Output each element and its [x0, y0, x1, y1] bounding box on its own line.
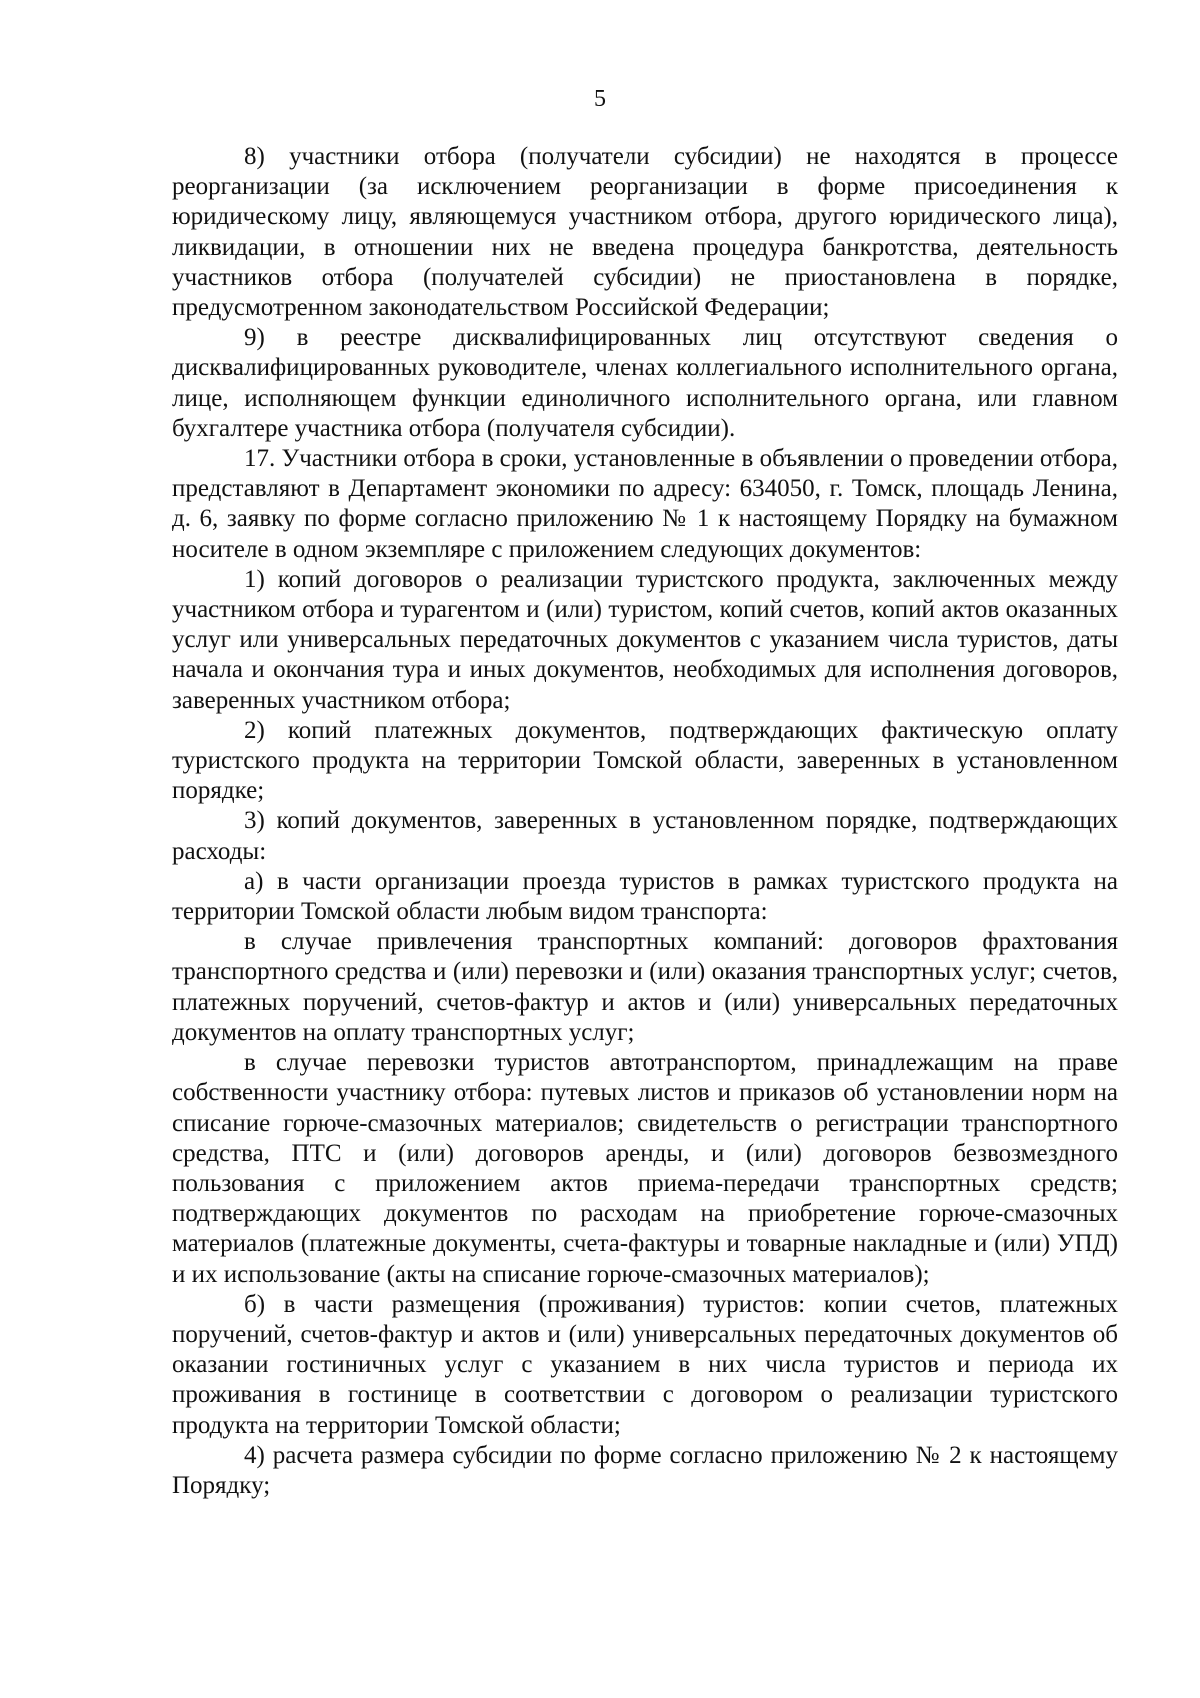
paragraph-item-9-disqualified-registry: 9) в реестре дисквалифицированных лиц отсутствуют сведения о дисквалифицированных руководителе, членах коллегиального исполнительного органа, лице, исполняющем функции единоличного исполнительного органа, или главном бухгалтере участника отбора (получателя субсидии).	[172, 324, 1118, 442]
paragraph-transport-companies: в случае привлечения транспортных компаний: договоров фрахтования транспортного средства и (или) перевозки и (или) оказания транспортных услуг; счетов, платежных поручений, счетов-фактур и актов и (или) универсальных передаточных документов на оплату транспортных услуг;	[172, 928, 1118, 1046]
paragraph-clause-17-application: 17. Участники отбора в сроки, установленные в объявлении о проведении отбора, представляют в Департамент экономики по адресу: 634050, г. Томск, площадь Ленина, д. 6, заявку по форме согласно приложению № 1 к настоящему Порядку на бумажном носителе в одном экземпляре с приложением следующих документов:	[172, 445, 1118, 563]
paragraph-own-vehicles: в случае перевозки туристов автотранспортом, принадлежащим на праве собственности участнику отбора: путевых листов и приказов об установлении норм на списание горюче-смазочных материалов; свидетельств о регистрации транспортного средства, ПТС и (или) договоров аренды, и (или) договоров безвозмездного пользования с приложением актов приема-передачи транспортных средств; подтверждающих документов по расходам на приобретение горюче-смазочных материалов (платежные документы, счета-фактуры и товарные накладные и (или) УПД) и их использование (акты на списание горюче-смазочных материалов);	[172, 1049, 1118, 1288]
paragraph-item-8-reorganization: 8) участники отбора (получатели субсидии) не находятся в процессе реорганизации (за исключением реорганизации в форме присоединения к юридическому лицу, являющемуся участником отбора, другого юридического лица), ликвидации, в отношении них не введена процедура банкротства, деятельность участников отбора (получателей субсидии) не приостановлена в порядке, предусмотренном законодательством Российской Федерации;	[172, 143, 1118, 322]
paragraph-doc-3-expenses: 3) копий документов, заверенных в установленном порядке, подтверждающих расходы:	[172, 807, 1118, 865]
paragraph-subitem-b-accommodation: б) в части размещения (проживания) туристов: копии счетов, платежных поручений, счетов-фактур и актов и (или) универсальных передаточных документов об оказании гостиничных услуг с указанием в них числа туристов и периода их проживания в гостинице в соответствии с договором о реализации туристского продукта на территории Томской области;	[172, 1290, 1118, 1439]
page-number: 5	[594, 86, 606, 112]
paragraph-doc-1-contracts: 1) копий договоров о реализации туристского продукта, заключенных между участником отбора и турагентом и (или) туристом, копий счетов, копий актов оказанных услуг или универсальных передаточных документов с указанием числа туристов, даты начала и окончания тура и иных документов, необходимых для исполнения договоров, заверенных участником отбора;	[172, 565, 1118, 714]
paragraph-doc-2-payments: 2) копий платежных документов, подтверждающих фактическую оплату туристского продукта на территории Томской области, заверенных в установленном порядке;	[172, 716, 1118, 805]
paragraph-doc-4-subsidy-calculation: 4) расчета размера субсидии по форме согласно приложению № 2 к настоящему Порядку;	[172, 1441, 1118, 1499]
document-body	[172, 142, 1118, 1501]
paragraph-subitem-a-transport: а) в части организации проезда туристов в рамках туристского продукта на территории Томской области любым видом транспорта:	[172, 867, 1118, 926]
